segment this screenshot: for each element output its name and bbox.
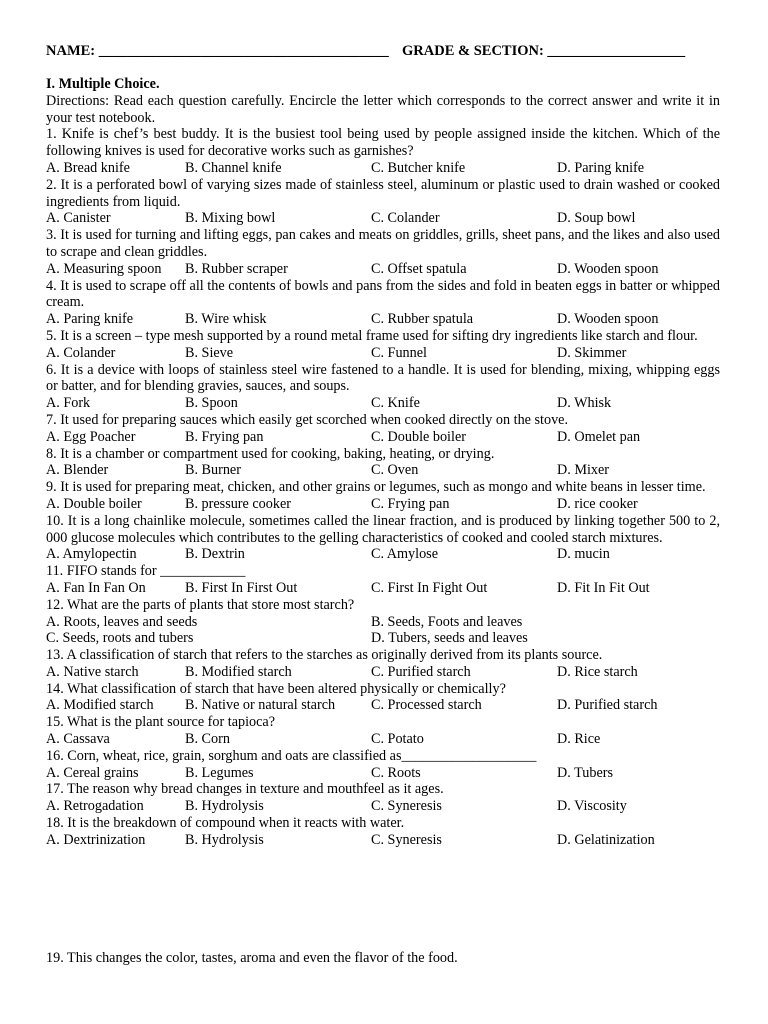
- option[interactable]: D. Soup bowl: [557, 210, 636, 227]
- question-block: [46, 328, 720, 362]
- option-row: [46, 832, 720, 849]
- question-text: 10. It is a long chainlike molecule, sometimes called the linear fraction, and is produced by linking together 500 to 2, 000 glucose molecules which contributes to the gelling characteristics of cooked and cooled starch mixtures.: [46, 512, 720, 546]
- option[interactable]: C. Potato: [371, 731, 424, 748]
- option-row: [46, 496, 720, 513]
- question-block: [46, 781, 720, 815]
- option[interactable]: D. Omelet pan: [557, 428, 641, 445]
- question-text: 6. It is a device with loops of stainless steel wire fastened to a handle. It is used for blending, mixing, whipping eggs or batter, and for blending gravies, sauces, and soups.: [46, 361, 720, 395]
- option[interactable]: B. Rubber scraper: [185, 260, 288, 277]
- option[interactable]: B. Burner: [185, 462, 241, 479]
- option-row: [46, 345, 720, 362]
- option[interactable]: A. Blender: [46, 462, 109, 479]
- option[interactable]: A. Roots, leaves and seeds: [46, 613, 198, 630]
- question-text: 17. The reason why bread changes in texture and mouthfeel as it ages.: [46, 781, 444, 798]
- question-text: 11. FIFO stands for ____________: [46, 563, 246, 580]
- option[interactable]: D. Tubers: [557, 764, 613, 781]
- option[interactable]: C. Seeds, roots and tubers: [46, 630, 194, 647]
- option[interactable]: D. Purified starch: [557, 697, 658, 714]
- option[interactable]: B. Frying pan: [185, 428, 264, 445]
- option[interactable]: A. Measuring spoon: [46, 260, 162, 277]
- option[interactable]: D. rice cooker: [557, 495, 638, 512]
- option-row: [46, 580, 720, 597]
- question-text: 13. A classification of starch that refers to the starches as originally derived from its plants source.: [46, 647, 603, 664]
- option[interactable]: B. Native or natural starch: [185, 697, 336, 714]
- option[interactable]: A. Egg Poacher: [46, 428, 136, 445]
- question-block: [46, 815, 720, 849]
- option-row: [46, 664, 720, 681]
- option[interactable]: A. Paring knife: [46, 311, 134, 328]
- question-block: [46, 597, 720, 647]
- option[interactable]: B. Hydrolysis: [185, 831, 264, 848]
- option-row: [46, 798, 720, 815]
- option[interactable]: C. Rubber spatula: [371, 311, 474, 328]
- question-text: 9. It is used for preparing meat, chicken, and other grains or legumes, such as mongo and white beans in lesser time.: [46, 479, 706, 496]
- name-field-label: NAME: ________________________________________: [46, 43, 389, 59]
- question-block: [46, 278, 720, 328]
- question-block: [46, 563, 720, 597]
- option[interactable]: A. Retrogadation: [46, 798, 144, 815]
- option[interactable]: D. Gelatinization: [557, 831, 655, 848]
- option-row: [46, 210, 720, 227]
- question-block: [46, 126, 720, 176]
- option[interactable]: D. Paring knife: [557, 159, 645, 176]
- option[interactable]: A. Modified starch: [46, 697, 154, 714]
- directions: Directions: Read each question carefully. Encircle the letter which corresponds to the correct answer and write it in your test notebook.: [46, 92, 720, 126]
- option[interactable]: A. Dextrinization: [46, 831, 146, 848]
- option[interactable]: B. Legumes: [185, 764, 254, 781]
- option[interactable]: A. Cereal grains: [46, 764, 139, 781]
- option[interactable]: B. Channel knife: [185, 159, 282, 176]
- option-row: [46, 160, 720, 177]
- option[interactable]: A. Bread knife: [46, 159, 130, 176]
- option-row: [46, 731, 720, 748]
- option[interactable]: D. Rice starch: [557, 663, 638, 680]
- option[interactable]: D. Tubers, seeds and leaves: [371, 630, 528, 647]
- question-block: [46, 177, 720, 227]
- header: [46, 43, 736, 60]
- option[interactable]: D. Skimmer: [557, 344, 627, 361]
- option-row: [46, 395, 720, 412]
- option[interactable]: C. Frying pan: [371, 495, 450, 512]
- option[interactable]: C. Double boiler: [371, 428, 466, 445]
- question-text: 2. It is a perforated bowl of varying sizes made of stainless steel, aluminum or plastic used to drain washed or cooked ingredients from liquid.: [46, 176, 720, 210]
- question-text: 4. It is used to scrape off all the contents of bowls and pans from the sides and fold in beaten eggs in batter or whipped cream.: [46, 277, 720, 311]
- option[interactable]: C. Roots: [371, 764, 421, 781]
- option[interactable]: B. Modified starch: [185, 663, 292, 680]
- option[interactable]: A. Colander: [46, 344, 116, 361]
- option[interactable]: D. Fit In Fit Out: [557, 579, 650, 596]
- option[interactable]: A. Fan In Fan On: [46, 579, 146, 596]
- option[interactable]: D. Mixer: [557, 462, 610, 479]
- question-text: 1. Knife is chef’s best buddy. It is the busiest tool being used by people assigned inside the kitchen. Which of the following knives is used for decorative works such as garnishes?: [46, 126, 720, 160]
- option[interactable]: A. Canister: [46, 210, 111, 227]
- option[interactable]: A. Native starch: [46, 663, 139, 680]
- option[interactable]: D. Rice: [557, 731, 601, 748]
- question-block: [46, 362, 720, 412]
- option[interactable]: C. Colander: [371, 210, 440, 227]
- option-row: [46, 630, 720, 647]
- option[interactable]: D. Viscosity: [557, 798, 627, 815]
- option[interactable]: A. Fork: [46, 395, 91, 412]
- question-block: [46, 412, 720, 446]
- option[interactable]: C. Butcher knife: [371, 159, 466, 176]
- option[interactable]: B. Corn: [185, 731, 230, 748]
- question-block: [46, 681, 720, 715]
- option-row: [46, 429, 720, 446]
- option[interactable]: B. Spoon: [185, 395, 238, 412]
- option[interactable]: D. mucin: [557, 546, 610, 563]
- question-text: 8. It is a chamber or compartment used for cooking, baking, heating, or drying.: [46, 445, 495, 462]
- question-block: [46, 714, 720, 748]
- option[interactable]: A. Double boiler: [46, 495, 142, 512]
- option[interactable]: C. Syneresis: [371, 831, 442, 848]
- option-row: [46, 462, 720, 479]
- option-row: [46, 765, 720, 782]
- question-text: 7. It used for preparing sauces which easily get scorched when cooked directly on the stove.: [46, 411, 569, 428]
- option[interactable]: B. pressure cooker: [185, 495, 291, 512]
- option-row: [46, 311, 720, 328]
- option[interactable]: B. Sieve: [185, 344, 234, 361]
- option-row: [46, 614, 720, 631]
- question-block: [46, 647, 720, 681]
- option[interactable]: C. Oven: [371, 462, 419, 479]
- question-block: [46, 479, 720, 513]
- option[interactable]: C. Syneresis: [371, 798, 442, 815]
- option[interactable]: C. Funnel: [371, 344, 427, 361]
- option[interactable]: B. Dextrin: [185, 546, 245, 563]
- question-text: 12. What are the parts of plants that store most starch?: [46, 596, 355, 613]
- option-row: [46, 546, 720, 563]
- option[interactable]: A. Cassava: [46, 731, 110, 748]
- option[interactable]: B. First In First Out: [185, 579, 298, 596]
- option[interactable]: C. Knife: [371, 395, 420, 412]
- question-text: 5. It is a screen – type mesh supported by a round metal frame used for sifting dry ingredients like starch and flour.: [46, 327, 698, 344]
- quiz-content: [46, 76, 720, 849]
- question-text: 18. It is the breakdown of compound when it reacts with water.: [46, 815, 405, 832]
- section-title: I. Multiple Choice.: [46, 76, 160, 92]
- option[interactable]: C. Offset spatula: [371, 260, 467, 277]
- question-text: 19. This changes the color, tastes, aroma and even the flavor of the food.: [46, 950, 458, 966]
- question-block: [46, 748, 720, 782]
- question-block: [46, 513, 720, 563]
- option[interactable]: D. Wooden spoon: [557, 260, 659, 277]
- question-list-1: [46, 126, 720, 596]
- option[interactable]: B. Mixing bowl: [185, 210, 276, 227]
- question-text: 3. It is used for turning and lifting eggs, pan cakes and meats on griddles, grills, sheet pans, and the likes and also used to scrape and clean griddles.: [46, 227, 720, 260]
- option-row: [46, 697, 720, 714]
- option[interactable]: C. First In Fight Out: [371, 579, 488, 596]
- question-block: [46, 227, 720, 277]
- option[interactable]: A. Amylopectin: [46, 546, 137, 563]
- question-list-2: [46, 647, 720, 849]
- option[interactable]: B. Seeds, Foots and leaves: [371, 613, 523, 630]
- question-text: 14. What classification of starch that have been altered physically or chemically?: [46, 680, 506, 697]
- option[interactable]: D. Whisk: [557, 395, 612, 412]
- option-row: [46, 261, 720, 278]
- option[interactable]: B. Hydrolysis: [185, 798, 264, 815]
- option[interactable]: C. Processed starch: [371, 697, 482, 714]
- question-text: 16. Corn, wheat, rice, grain, sorghum and oats are classified as___________________: [46, 747, 537, 764]
- question-block: [46, 446, 720, 480]
- option[interactable]: B. Wire whisk: [185, 311, 267, 328]
- question-text: 15. What is the plant source for tapioca?: [46, 714, 276, 731]
- option[interactable]: C. Purified starch: [371, 663, 471, 680]
- grade-section-field-label: GRADE & SECTION: ___________________: [402, 43, 686, 59]
- option[interactable]: C. Amylose: [371, 546, 439, 563]
- option[interactable]: D. Wooden spoon: [557, 311, 659, 328]
